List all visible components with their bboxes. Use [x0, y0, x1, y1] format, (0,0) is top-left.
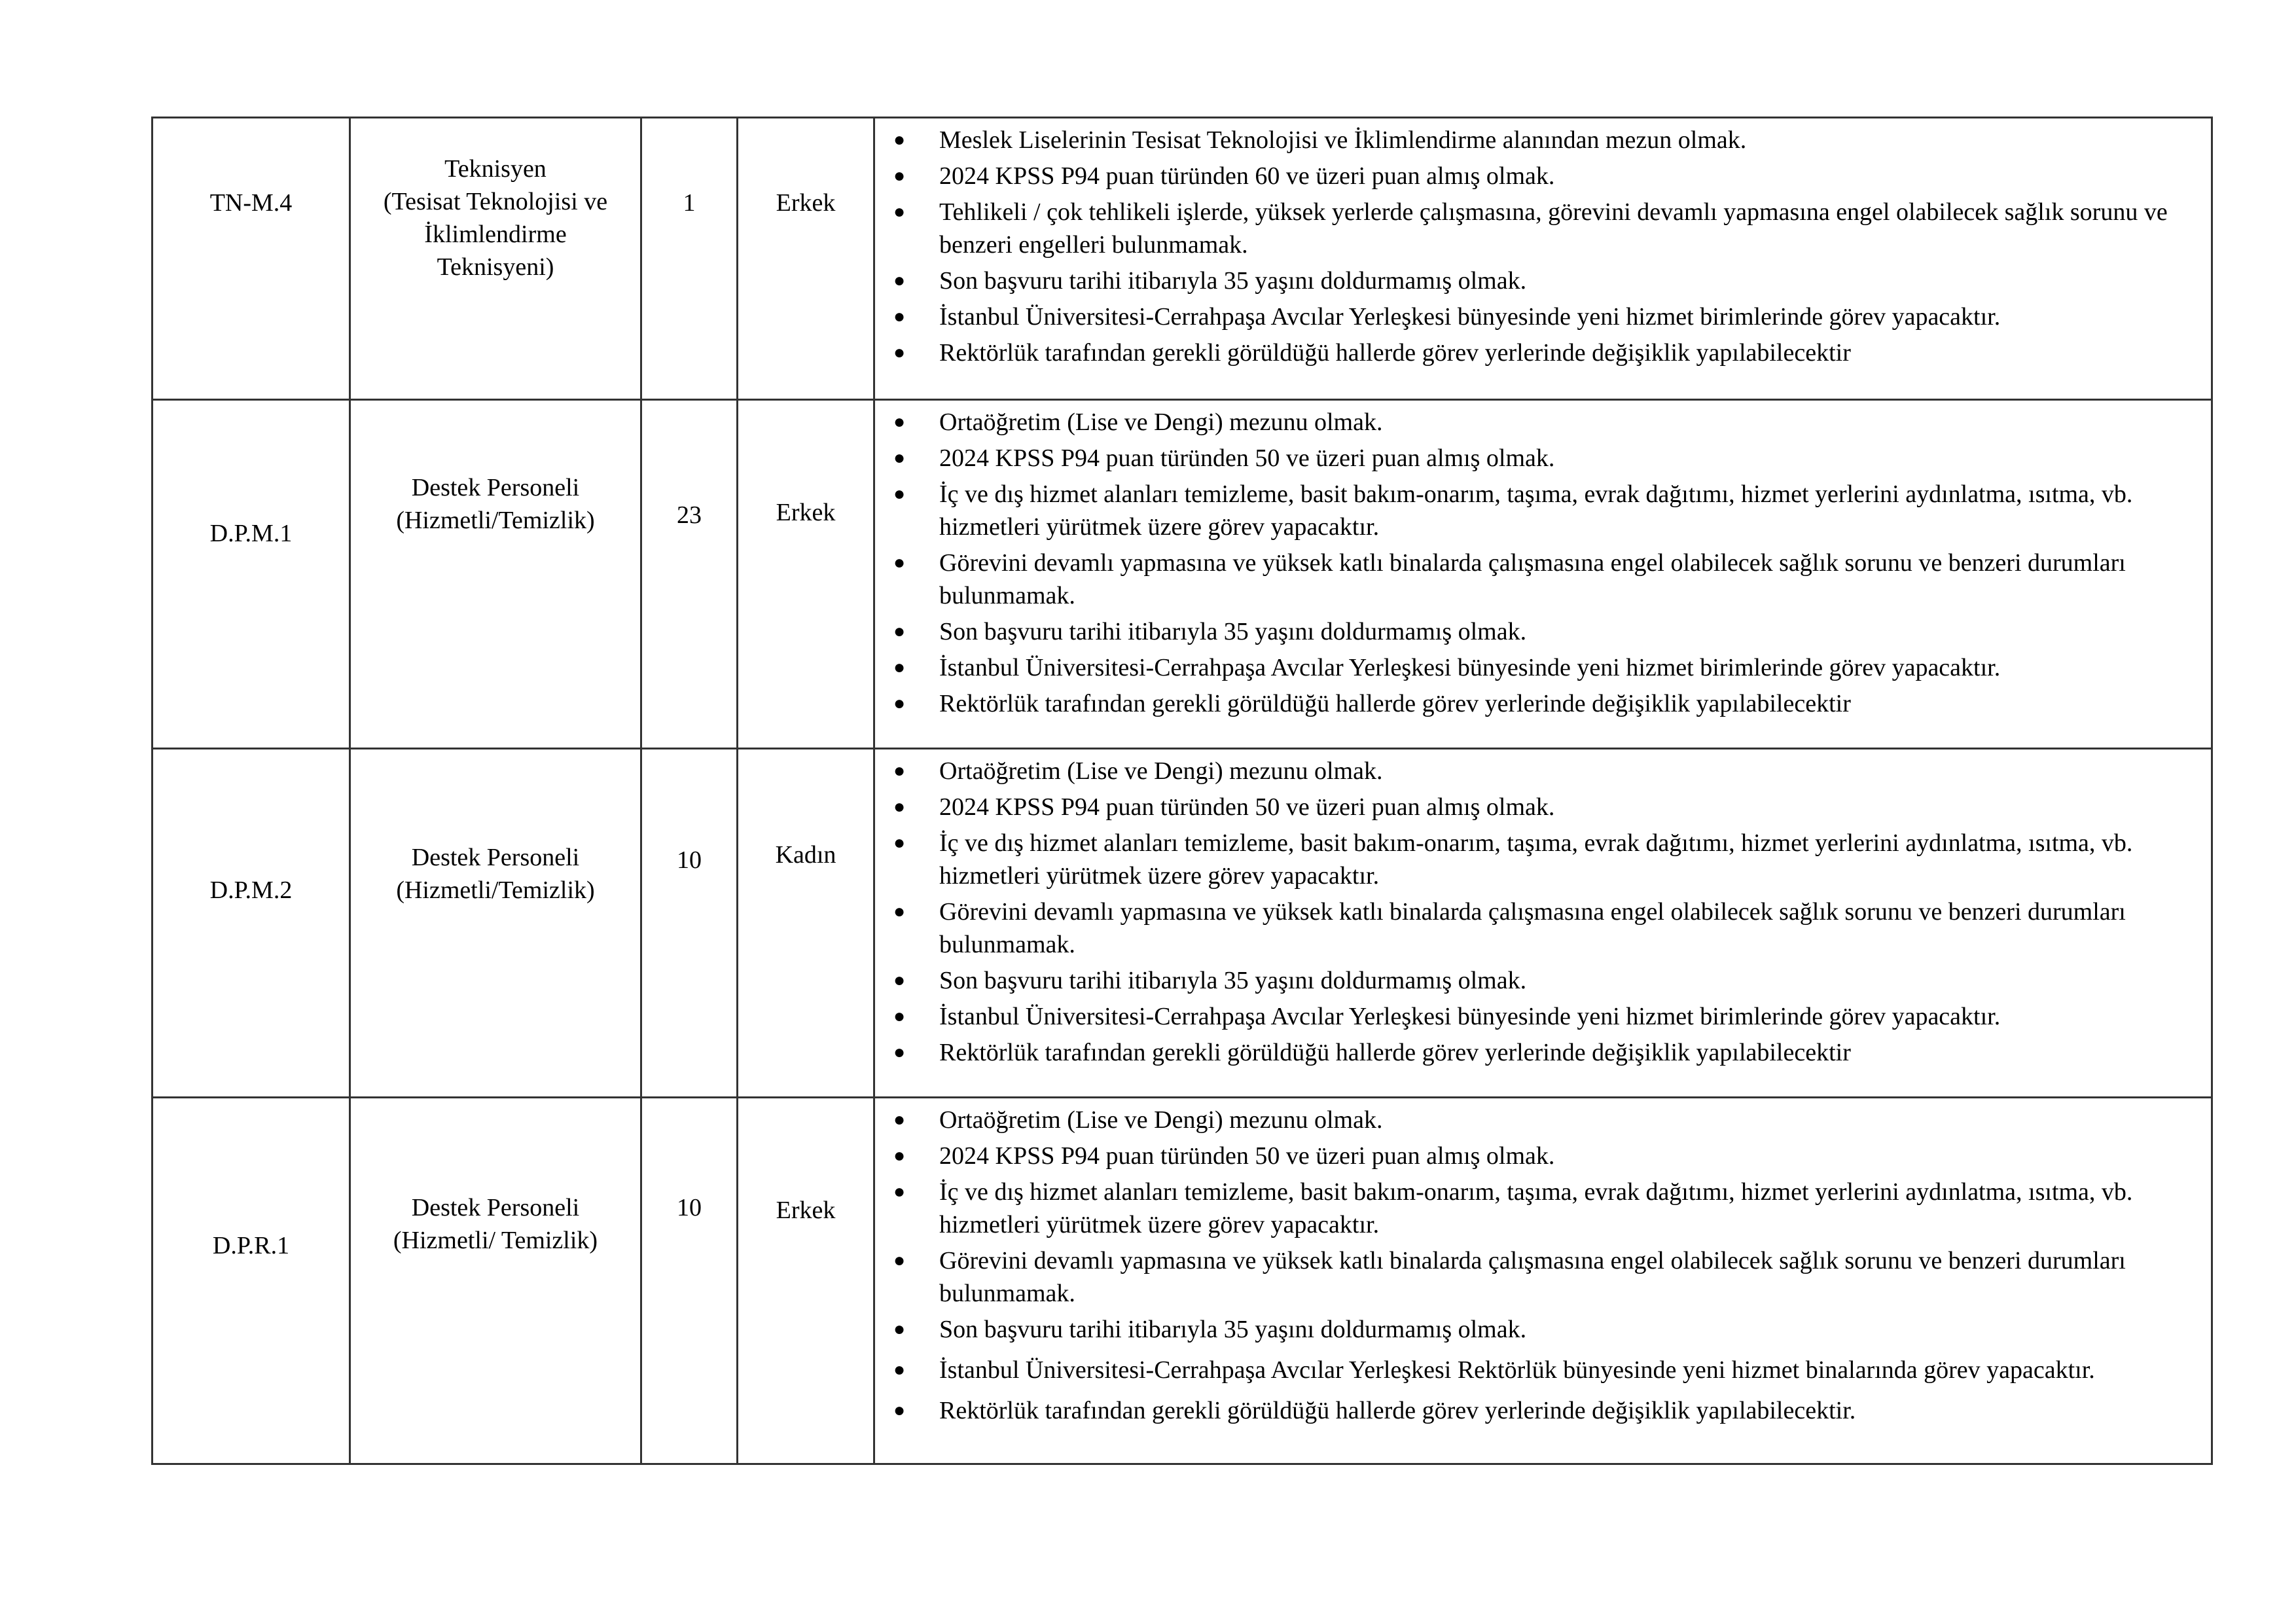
requirement-item: ● Görevini devamlı yapmasına ve yüksek katlı binalarda çalışmasına engel olabilecek sağlık sorunu ve benzeri durumları bulunmamak.	[875, 547, 2191, 612]
bullet-icon: ●	[893, 552, 906, 573]
positions-table	[151, 117, 2213, 1465]
bullet-icon: ●	[893, 1318, 906, 1340]
position-count-cell	[641, 118, 738, 400]
requirement-item: ● Görevini devamlı yapmasına ve yüksek katlı binalarda çalışmasına engel olabilecek sağlık sorunu ve benzeri durumları bulunmamak.	[875, 1244, 2191, 1310]
position-gender-cell	[738, 1098, 874, 1464]
position-title-line: Destek Personeli	[411, 844, 580, 871]
requirement-item: ● İstanbul Üniversitesi-Cerrahpaşa Avcılar Yerleşkesi bünyesinde yeni hizmet birimlerinde görev yapacaktır.	[875, 1000, 2191, 1033]
bullet-icon: ●	[893, 901, 906, 922]
bullet-icon: ●	[893, 657, 906, 678]
table-row	[152, 749, 2212, 1098]
position-code-cell	[152, 1098, 350, 1464]
requirements-cell	[874, 749, 2212, 1098]
table-row	[152, 1098, 2212, 1464]
bullet-icon: ●	[893, 1041, 906, 1063]
requirement-item: ● İç ve dış hizmet alanları temizleme, basit bakım-onarım, taşıma, evrak dağıtımı, hizmet yerlerini aydınlatma, ısıtma, vb. hizmetleri yürütmek üzere görev yapacaktır.	[875, 827, 2191, 892]
position-title-line: Teknisyeni)	[437, 253, 554, 281]
position-count: 10	[677, 1194, 702, 1221]
bullet-icon: ●	[893, 342, 906, 363]
position-code-cell	[152, 118, 350, 400]
position-title-line: Teknisyen	[444, 155, 547, 183]
position-title-line: (Hizmetli/ Temizlik)	[393, 1227, 598, 1254]
bullet-icon: ●	[893, 1399, 906, 1421]
position-count-cell	[641, 749, 738, 1098]
bullet-icon: ●	[893, 1250, 906, 1271]
position-title-cell	[350, 749, 641, 1098]
requirements-list	[875, 1098, 2211, 1427]
requirements-cell	[874, 118, 2212, 400]
bullet-icon: ●	[893, 1181, 906, 1202]
requirement-item: ● Rektörlük tarafından gerekli görüldüğü hallerde görev yerlerinde değişiklik yapılabilecektir	[875, 336, 2191, 369]
requirements-list	[875, 401, 2211, 720]
bullet-icon: ●	[893, 832, 906, 854]
requirement-item: ● Rektörlük tarafından gerekli görüldüğü hallerde görev yerlerinde değişiklik yapılabilecektir	[875, 1036, 2191, 1069]
requirement-item: ● Rektörlük tarafından gerekli görüldüğü hallerde görev yerlerinde değişiklik yapılabilecektir	[875, 687, 2191, 720]
position-title-cell	[350, 400, 641, 749]
position-count-cell	[641, 1098, 738, 1464]
position-count: 10	[677, 846, 702, 874]
requirement-item: ● İç ve dış hizmet alanları temizleme, basit bakım-onarım, taşıma, evrak dağıtımı, hizmet yerlerini aydınlatma, ısıtma, vb. hizmetleri yürütmek üzere görev yapacaktır.	[875, 1176, 2191, 1241]
bullet-icon: ●	[893, 411, 906, 433]
position-code-cell	[152, 749, 350, 1098]
position-code-cell	[152, 400, 350, 749]
bullet-icon: ●	[893, 306, 906, 327]
requirement-item: ● 2024 KPSS P94 puan türünden 50 ve üzeri puan almış olmak.	[875, 791, 2191, 823]
bullet-icon: ●	[893, 201, 906, 223]
bullet-icon: ●	[893, 1145, 906, 1166]
position-title-line: (Tesisat Teknolojisi ve	[383, 188, 608, 215]
bullet-icon: ●	[893, 447, 906, 469]
position-gender: Erkek	[776, 499, 836, 526]
position-gender-cell	[738, 400, 874, 749]
requirement-item: ● İç ve dış hizmet alanları temizleme, basit bakım-onarım, taşıma, evrak dağıtımı, hizmet yerlerini aydınlatma, ısıtma, vb. hizmetleri yürütmek üzere görev yapacaktır.	[875, 478, 2191, 543]
requirement-item: ● Ortaöğretim (Lise ve Dengi) mezunu olmak.	[875, 755, 2191, 787]
requirement-item: ● Son başvuru tarihi itibarıyla 35 yaşını doldurmamış olmak.	[875, 1313, 2191, 1346]
requirement-item: ● 2024 KPSS P94 puan türünden 50 ve üzeri puan almış olmak.	[875, 1140, 2191, 1172]
requirement-item: ● İstanbul Üniversitesi-Cerrahpaşa Avcılar Yerleşkesi bünyesinde yeni hizmet birimlerinde görev yapacaktır.	[875, 300, 2191, 333]
bullet-icon: ●	[893, 270, 906, 291]
position-gender-cell	[738, 749, 874, 1098]
position-title-cell	[350, 1098, 641, 1464]
bullet-icon: ●	[893, 1005, 906, 1027]
requirements-list	[875, 118, 2211, 369]
position-title-line: Destek Personeli	[411, 1194, 580, 1221]
bullet-icon: ●	[893, 483, 906, 505]
position-title-cell	[350, 118, 641, 400]
requirement-item: ● Rektörlük tarafından gerekli görüldüğü hallerde görev yerlerinde değişiklik yapılabilecektir.	[875, 1394, 2191, 1427]
position-gender: Erkek	[776, 189, 836, 217]
position-count: 23	[677, 501, 702, 529]
bullet-icon: ●	[893, 129, 906, 151]
requirement-item: ● Görevini devamlı yapmasına ve yüksek katlı binalarda çalışmasına engel olabilecek sağlık sorunu ve benzeri durumları bulunmamak.	[875, 895, 2191, 961]
requirement-item: ● 2024 KPSS P94 puan türünden 60 ve üzeri puan almış olmak.	[875, 160, 2191, 192]
requirement-item: ● 2024 KPSS P94 puan türünden 50 ve üzeri puan almış olmak.	[875, 442, 2191, 475]
position-gender-cell	[738, 118, 874, 400]
requirement-item: ● Ortaöğretim (Lise ve Dengi) mezunu olmak.	[875, 406, 2191, 439]
requirement-item: ● Ortaöğretim (Lise ve Dengi) mezunu olmak.	[875, 1104, 2191, 1136]
requirement-item: ● Meslek Liselerinin Tesisat Teknolojisi ve İklimlendirme alanından mezun olmak.	[875, 124, 2191, 156]
position-title-line: (Hizmetli/Temizlik)	[396, 507, 595, 534]
table-row	[152, 118, 2212, 400]
position-title-line: Destek Personeli	[411, 474, 580, 501]
bullet-icon: ●	[893, 1109, 906, 1130]
position-gender: Erkek	[776, 1197, 836, 1224]
position-count: 1	[683, 189, 696, 217]
requirement-item: ● Son başvuru tarihi itibarıyla 35 yaşını doldurmamış olmak.	[875, 615, 2191, 648]
position-code: D.P.R.1	[212, 1232, 290, 1259]
position-code: D.P.M.2	[209, 876, 293, 904]
bullet-icon: ●	[893, 165, 906, 187]
requirement-item: ● İstanbul Üniversitesi-Cerrahpaşa Avcılar Yerleşkesi bünyesinde yeni hizmet birimlerinde görev yapacaktır.	[875, 651, 2191, 684]
bullet-icon: ●	[893, 621, 906, 642]
position-code: D.P.M.1	[209, 520, 293, 547]
requirement-item: ● İstanbul Üniversitesi-Cerrahpaşa Avcılar Yerleşkesi Rektörlük bünyesinde yeni hizmet binalarında görev yapacaktır.	[875, 1354, 2191, 1386]
bullet-icon: ●	[893, 796, 906, 818]
bullet-icon: ●	[893, 1359, 906, 1380]
position-title-line: İklimlendirme	[424, 221, 567, 248]
position-code: TN-M.4	[209, 189, 293, 217]
requirement-item: ● Tehlikeli / çok tehlikeli işlerde, yüksek yerlerde çalışmasına, görevini devamlı yapmasına engel olabilecek sağlık sorunu ve benzeri engelleri bulunmamak.	[875, 196, 2191, 261]
bullet-icon: ●	[893, 969, 906, 991]
requirements-cell	[874, 400, 2212, 749]
position-count-cell	[641, 400, 738, 749]
requirements-list	[875, 749, 2211, 1069]
bullet-icon: ●	[893, 760, 906, 782]
requirement-item: ● Son başvuru tarihi itibarıyla 35 yaşını doldurmamış olmak.	[875, 964, 2191, 997]
position-gender: Kadın	[775, 841, 836, 869]
bullet-icon: ●	[893, 693, 906, 714]
requirements-cell	[874, 1098, 2212, 1464]
requirement-item: ● Son başvuru tarihi itibarıyla 35 yaşını doldurmamış olmak.	[875, 264, 2191, 297]
position-title-line: (Hizmetli/Temizlik)	[396, 876, 595, 904]
table-row	[152, 400, 2212, 749]
